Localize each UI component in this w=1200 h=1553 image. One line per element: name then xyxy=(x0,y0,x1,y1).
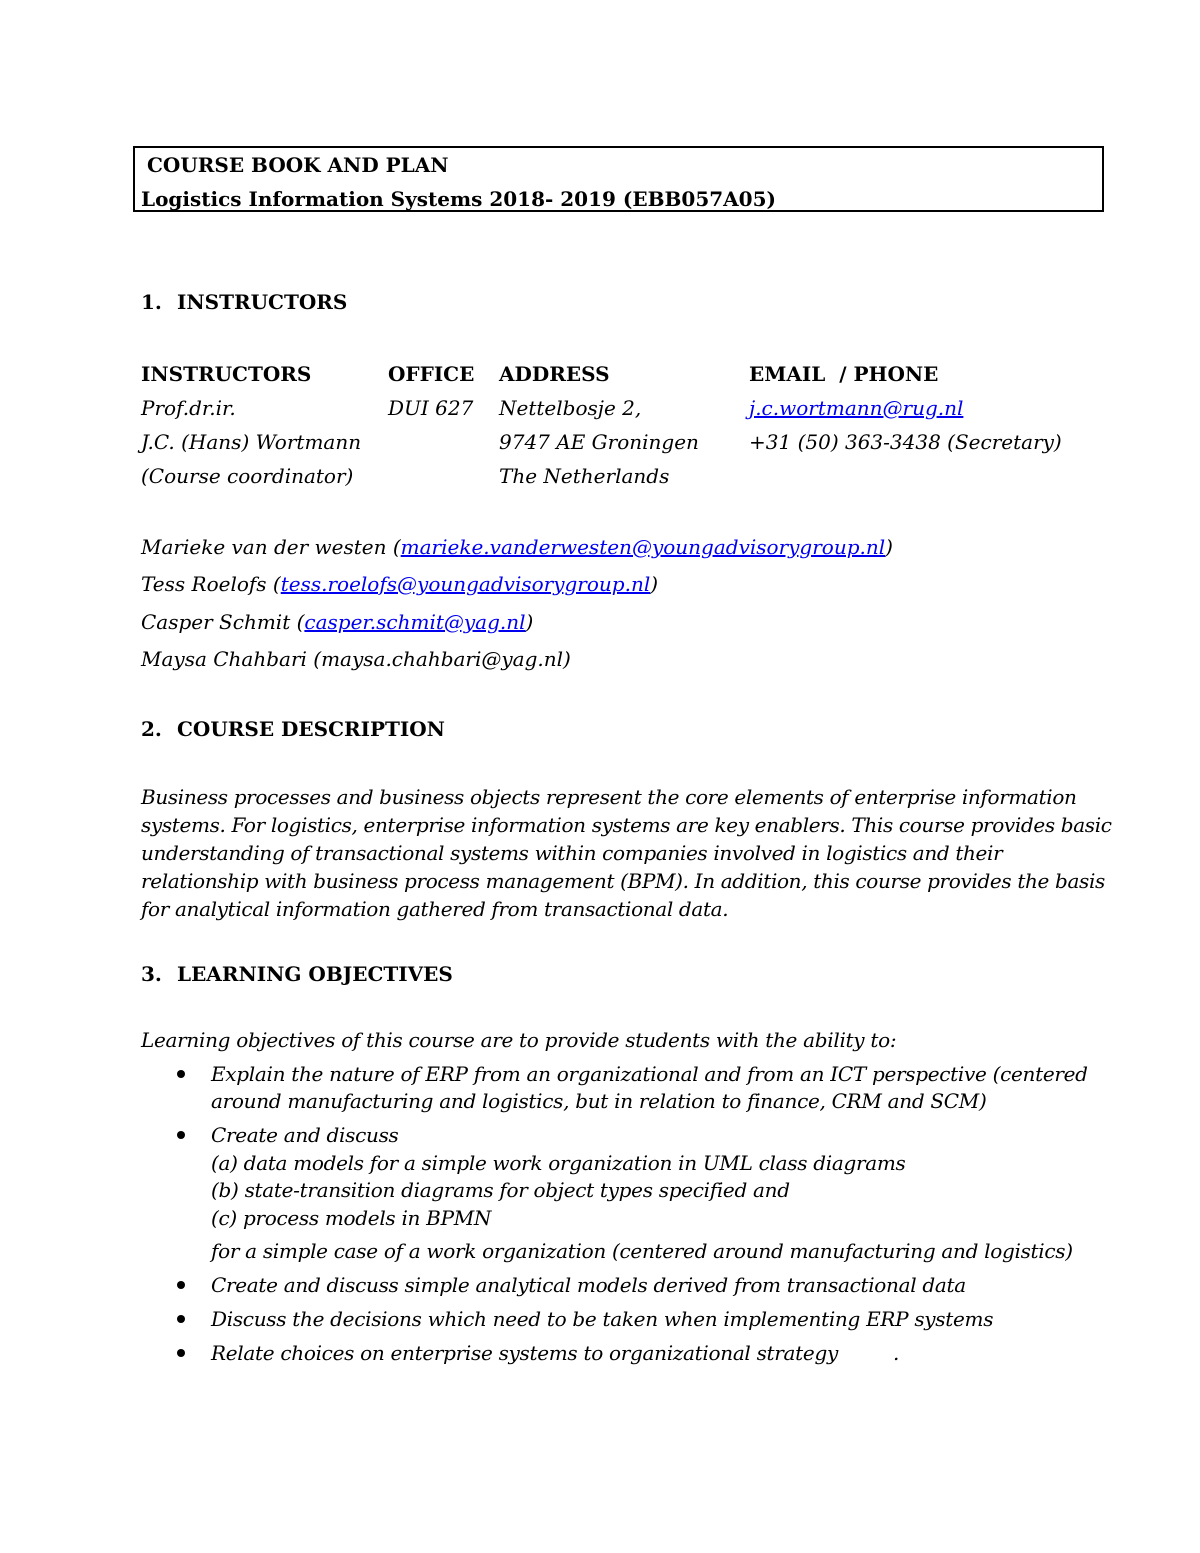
course-description xyxy=(141,783,1112,923)
assistant-name: Casper Schmit ( xyxy=(141,610,305,634)
bullet-icon xyxy=(177,1315,185,1323)
assistant-close-paren: ) xyxy=(650,572,659,596)
bullet-icon xyxy=(177,1349,185,1357)
section-3-number: 3. xyxy=(141,962,162,986)
assistant-item xyxy=(141,611,533,633)
section-1-title: INSTRUCTORS xyxy=(177,290,348,314)
instructor-phone: +31 (50) 363-3438 (Secretary) xyxy=(749,430,1062,454)
assistant-item xyxy=(141,536,893,558)
section-2-number: 2. xyxy=(141,717,162,741)
col-header-instructors: INSTRUCTORS xyxy=(141,362,312,386)
instructor-title: Prof.dr.ir. xyxy=(141,396,236,420)
instructor-role: (Course coordinator) xyxy=(141,464,354,488)
assistant-item xyxy=(141,573,658,595)
section-3-title: LEARNING OBJECTIVES xyxy=(177,962,453,986)
description-line: understanding of transactional systems within companies involved in logistics and their xyxy=(141,841,1003,865)
instructor-name: J.C. (Hans) Wortmann xyxy=(141,430,362,454)
assistant-email-link[interactable]: marieke.vanderwesten@youngadvisorygroup.nl xyxy=(400,535,886,559)
address-line-3: The Netherlands xyxy=(499,464,670,488)
objective-2-line-1: Create and discuss xyxy=(211,1123,399,1147)
assistant-name: Maysa Chahbari (maysa.chahbari@yag.nl) xyxy=(141,647,571,671)
objective-5-trailing-period: . xyxy=(893,1341,900,1365)
assistant-item xyxy=(141,648,571,670)
assistant-email-link[interactable]: tess.roelofs@youngadvisorygroup.nl xyxy=(280,572,651,596)
objective-1-line-1: Explain the nature of ERP from an organizational and from an ICT perspective (centered xyxy=(211,1062,1088,1086)
description-line: Business processes and business objects represent the core elements of enterprise information xyxy=(141,785,1077,809)
col-header-office: OFFICE xyxy=(388,362,475,386)
assistant-close-paren: ) xyxy=(885,535,893,559)
course-title: Logistics Information Systems 2018- 2019 (EBB057A05) xyxy=(141,187,776,211)
description-line: for analytical information gathered from transactional data. xyxy=(141,897,729,921)
objective-1-line-2: around manufacturing and logistics, but in relation to finance, CRM and SCM) xyxy=(211,1089,987,1113)
instructor-email-link[interactable]: j.c.wortmann@rug.nl xyxy=(749,396,964,420)
objectives-intro: Learning objectives of this course are to provide students with the ability to: xyxy=(141,1028,897,1052)
course-book-heading: COURSE BOOK AND PLAN xyxy=(147,153,449,177)
bullet-icon xyxy=(177,1070,185,1078)
objective-3: Create and discuss simple analytical models derived from transactional data xyxy=(211,1273,966,1297)
instructor-office: DUI 627 xyxy=(388,396,474,420)
objective-5: Relate choices on enterprise systems to organizational strategy xyxy=(211,1341,838,1365)
address-line-2: 9747 AE Groningen xyxy=(499,430,699,454)
address-line-1: Nettelbosje 2, xyxy=(499,396,642,420)
description-line: systems. For logistics, enterprise information systems are key enablers. This course provides basic xyxy=(141,813,1112,837)
bullet-icon xyxy=(177,1281,185,1289)
assistant-name: Tess Roelofs ( xyxy=(141,572,281,596)
objective-2-line-2: (a) data models for a simple work organization in UML class diagrams xyxy=(211,1151,906,1175)
assistant-close-paren: ) xyxy=(525,610,534,634)
description-line: relationship with business process management (BPM). In addition, this course provides the basis xyxy=(141,869,1105,893)
section-2-title: COURSE DESCRIPTION xyxy=(177,717,445,741)
objective-2-line-5: for a simple case of a work organization (centered around manufacturing and logistics) xyxy=(211,1239,1073,1263)
assistant-email-link[interactable]: casper.schmit@yag.nl xyxy=(304,610,526,634)
objective-4: Discuss the decisions which need to be taken when implementing ERP systems xyxy=(211,1307,994,1331)
assistant-name: Marieke van der westen ( xyxy=(141,535,401,559)
section-1-number: 1. xyxy=(141,290,162,314)
col-header-address: ADDRESS xyxy=(499,362,610,386)
col-header-email-phone: EMAIL / PHONE xyxy=(749,362,939,386)
objective-2-line-4: (c) process models in BPMN xyxy=(211,1206,492,1230)
bullet-icon xyxy=(177,1131,185,1139)
objective-2-line-3: (b) state-transition diagrams for object types specified and xyxy=(211,1178,790,1202)
